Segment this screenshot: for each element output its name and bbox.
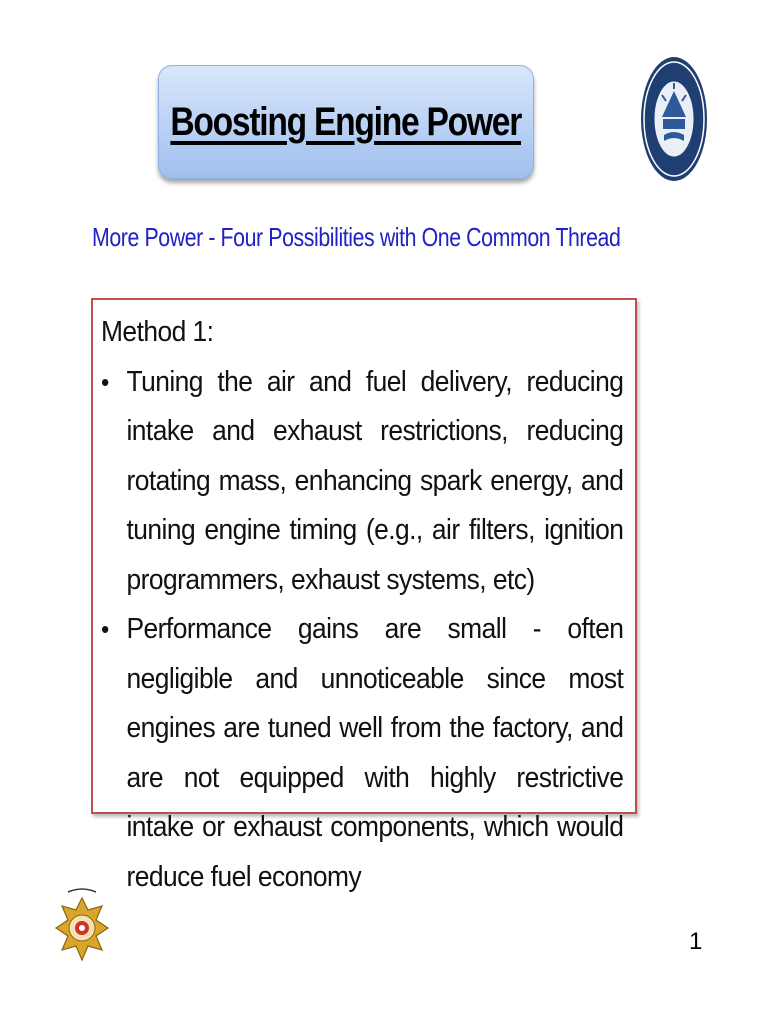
bullet-item	[101, 358, 623, 606]
page-number: 1	[689, 928, 703, 955]
university-seal-icon	[640, 55, 708, 183]
content-box	[91, 298, 637, 893]
method-label: Method 1:	[101, 316, 214, 348]
subtitle: More Power - Four Possibilities with One Common Thread	[92, 222, 621, 252]
bullet-text: Performance gains are small - often negligible and unnoticeable since most engines are tuned well from the factory, and are not equipped with highly restrictive intake or exhaust components, which would reduce fuel economy	[126, 613, 624, 893]
bullet-icon: •	[101, 366, 109, 397]
bullet-text: Tuning the air and fuel delivery, reducing intake and exhaust restrictions, reducing rotating mass, enhancing spark energy, and tuning engine timing (e.g., air filters, ignition programmers, exhaust systems, etc)	[126, 365, 624, 596]
title-box	[158, 65, 534, 179]
bullet-icon: •	[101, 614, 109, 644]
fire-service-emblem-icon	[54, 884, 110, 968]
content-text	[101, 308, 623, 902]
bullet-item	[101, 605, 623, 902]
slide-title: Boosting Engine Power	[170, 99, 522, 144]
bullet-list	[101, 358, 623, 903]
